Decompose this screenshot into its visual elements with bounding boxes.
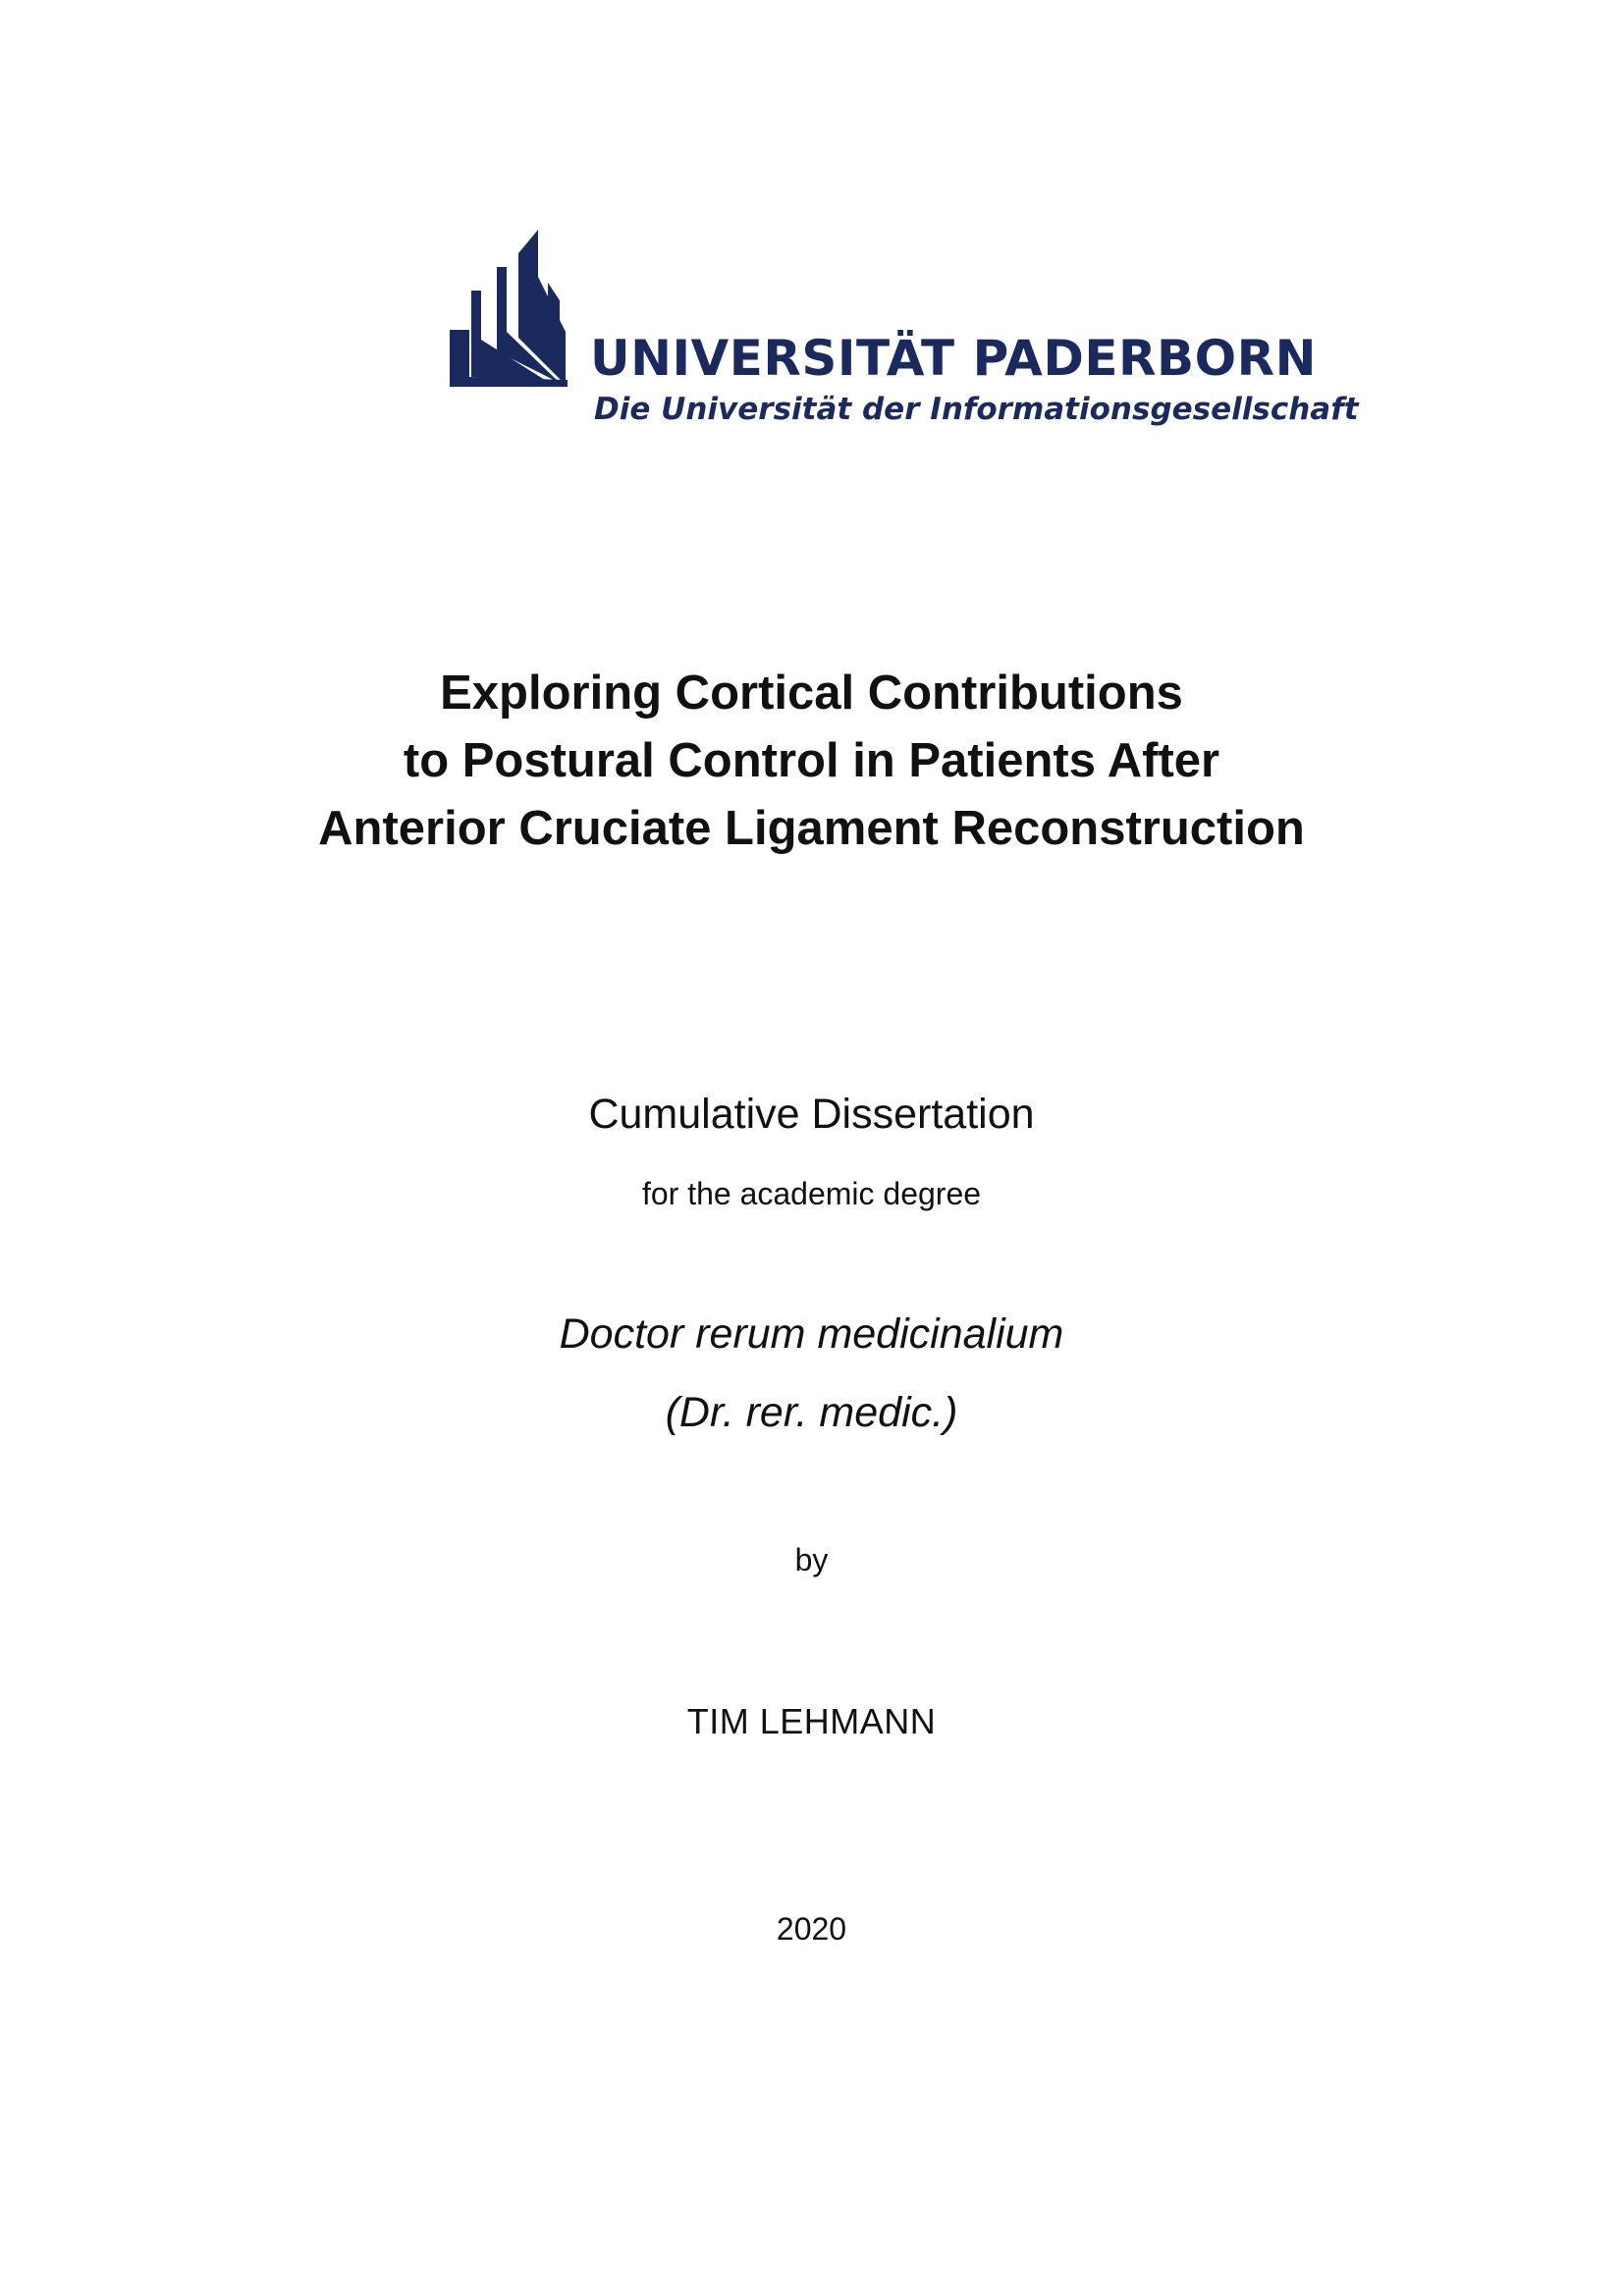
title-line: to Postural Control in Patients After (403, 734, 1220, 787)
degree-abbreviation: (Dr. rer. medic.) (665, 1389, 958, 1436)
degree-type: Cumulative Dissertation (588, 1091, 1035, 1138)
by-label: by (794, 1542, 829, 1577)
university-tagline: Die Universität der Informationsgesellschaft (594, 392, 1359, 427)
university-logo (450, 230, 1359, 436)
degree-intro: for the academic degree (641, 1176, 982, 1211)
author-name: TIM LEHMANN (686, 1701, 937, 1741)
university-name: UNIVERSITÄT PADERBORN (590, 330, 1317, 387)
university-paderborn-logo-mark-icon (450, 230, 573, 392)
title-line: Exploring Cortical Contributions (440, 667, 1183, 720)
year: 2020 (776, 1911, 847, 1947)
degree-name: Doctor rerum medicinalium (559, 1310, 1064, 1358)
title-line: Anterior Cruciate Ligament Reconstruction (318, 802, 1305, 855)
dissertation-title (0, 660, 1623, 863)
